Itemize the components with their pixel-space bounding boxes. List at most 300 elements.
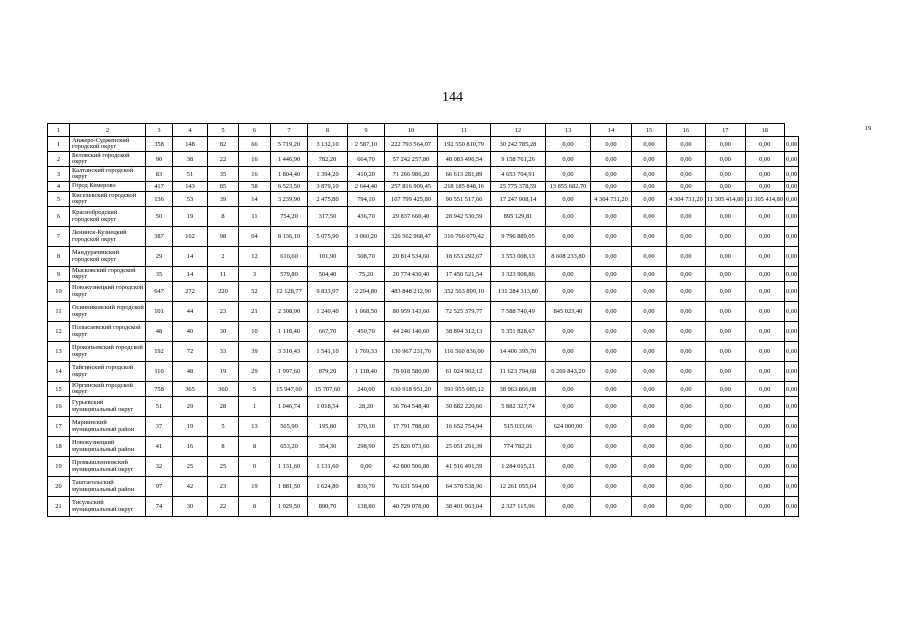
value-cell: 0,00 <box>546 267 591 282</box>
value-cell: 1 131,60 <box>271 457 308 477</box>
value-cell: 1 881,50 <box>271 477 308 497</box>
value-cell: 0,00 <box>785 267 799 282</box>
value-cell: 14 406 395,70 <box>491 342 546 362</box>
value-cell: 0,00 <box>745 207 785 227</box>
header-cell-19: 19 <box>864 125 872 132</box>
value-cell: 0,00 <box>785 497 799 517</box>
value-cell: 0,00 <box>632 382 667 397</box>
value-cell: 48 <box>173 362 208 382</box>
value-cell: 11 305 414,80 <box>706 192 746 207</box>
value-cell: 0,00 <box>546 477 591 497</box>
row-number-cell: 1 <box>48 137 70 152</box>
value-cell: 30 882 220,66 <box>438 397 491 417</box>
value-cell: 0,00 <box>667 362 706 382</box>
value-cell: 28,20 <box>348 397 385 417</box>
value-cell: 0,00 <box>546 152 591 167</box>
value-cell: 28 942 530,59 <box>438 207 491 227</box>
value-cell: 0,00 <box>785 322 799 342</box>
value-cell: 148 <box>173 137 208 152</box>
value-cell: 0,00 <box>745 322 785 342</box>
value-cell: 0,00 <box>745 457 785 477</box>
value-cell: 39 <box>239 342 271 362</box>
value-cell: 9 796 889,05 <box>491 227 546 247</box>
municipality-name-cell: Мысковский городской округ <box>70 267 146 282</box>
value-cell: 222 793 564,07 <box>385 137 438 152</box>
value-cell: 0,00 <box>786 183 798 190</box>
value-cell: 0,00 <box>785 207 799 227</box>
value-cell: 5 <box>239 382 271 397</box>
value-cell: 316 766 079,42 <box>438 227 491 247</box>
value-cell: 20 774 430,40 <box>385 267 438 282</box>
row-number-cell: 10 <box>48 282 70 302</box>
value-cell: 0,00 <box>591 167 632 182</box>
value-cell: 30 242 785,28 <box>491 137 546 152</box>
value-cell: 19 <box>208 362 239 382</box>
header-cell: 11 <box>438 124 491 137</box>
value-cell: 1 118,40 <box>348 362 385 382</box>
value-cell: 131 284 313,80 <box>491 282 546 302</box>
value-cell: 130 967 231,70 <box>385 342 438 362</box>
header-cell: 4 <box>173 124 208 137</box>
value-cell: 57 242 257,80 <box>385 152 438 167</box>
value-cell: 3 132,10 <box>308 137 348 152</box>
value-cell: 0,00 <box>591 282 632 302</box>
value-cell: 5 882 327,74 <box>491 397 546 417</box>
value-cell: 51 <box>173 167 208 182</box>
value-cell: 0,00 <box>591 227 632 247</box>
row-number-cell: 4 <box>48 182 70 192</box>
value-cell: 653,20 <box>271 437 308 457</box>
municipality-name-cell: Тисульский муниципальный округ <box>70 497 146 517</box>
row-number-cell: 21 <box>48 497 70 517</box>
value-cell: 76 631 594,00 <box>385 477 438 497</box>
value-cell: 8 <box>208 207 239 227</box>
value-cell: 1 446,90 <box>271 152 308 167</box>
value-cell: 3 310,43 <box>271 342 308 362</box>
value-cell: 0,00 <box>785 167 799 182</box>
value-cell: 0,00 <box>591 457 632 477</box>
value-cell: 28 <box>208 397 239 417</box>
value-cell: 664,70 <box>348 152 385 167</box>
value-cell: 2 308,90 <box>271 302 308 322</box>
value-cell: 0,00 <box>632 192 667 207</box>
table-row <box>48 362 799 382</box>
value-cell: 3 <box>239 267 271 282</box>
value-cell: 1 046,74 <box>271 397 308 417</box>
value-cell: 0,00 <box>632 397 667 417</box>
header-cell: 2 <box>70 124 146 137</box>
value-cell: 11 <box>239 207 271 227</box>
header-cell: 1 <box>48 124 70 137</box>
value-cell: 3 879,10 <box>308 182 348 192</box>
table-row <box>48 417 799 437</box>
row-number-cell: 14 <box>48 362 70 382</box>
value-cell: 37 <box>146 417 173 437</box>
value-cell: 0,00 <box>591 302 632 322</box>
value-cell: 0,00 <box>632 182 667 192</box>
value-cell: 387 <box>146 227 173 247</box>
value-cell: 138,80 <box>348 497 385 517</box>
row-number-cell: 19 <box>48 457 70 477</box>
municipality-name-cell: Беловский городской округ <box>70 152 146 167</box>
header-cell: 9 <box>348 124 385 137</box>
value-cell: 610,60 <box>271 247 308 267</box>
value-cell: 0,00 <box>591 382 632 397</box>
value-cell: 1 <box>239 397 271 417</box>
value-cell: 436,70 <box>348 207 385 227</box>
value-cell: 0,00 <box>785 227 799 247</box>
table-row <box>48 227 799 247</box>
value-cell: 61 024 962,12 <box>438 362 491 382</box>
row-number-cell: 16 <box>48 397 70 417</box>
value-cell: 25 051 291,39 <box>438 437 491 457</box>
value-cell: 66 613 281,89 <box>438 167 491 182</box>
value-cell: 0,00 <box>546 192 591 207</box>
value-cell: 0,00 <box>706 137 746 152</box>
value-cell: 0,00 <box>745 227 785 247</box>
header-cell: 13 <box>546 124 591 137</box>
value-cell: 5 351 828,67 <box>491 322 546 342</box>
value-cell: 78 918 580,00 <box>385 362 438 382</box>
value-cell: 0,00 <box>785 382 799 397</box>
row-number-cell: 3 <box>48 167 70 182</box>
value-cell: 2 294,80 <box>348 282 385 302</box>
value-cell: 3 060,20 <box>348 227 385 247</box>
value-cell: 647 <box>146 282 173 302</box>
value-cell: 0,00 <box>591 137 632 152</box>
value-cell: 591 955 085,12 <box>438 382 491 397</box>
value-cell: 0,00 <box>706 182 746 192</box>
value-cell: 2 327 115,96 <box>491 497 546 517</box>
value-cell: 51 <box>146 397 173 417</box>
value-cell: 0,00 <box>785 397 799 417</box>
table-row <box>48 477 799 497</box>
value-cell: 64 <box>239 227 271 247</box>
value-cell: 4 653 704,91 <box>491 167 546 182</box>
value-cell: 240,00 <box>348 382 385 397</box>
value-cell: 0,00 <box>785 247 799 267</box>
value-cell: 0,00 <box>667 247 706 267</box>
row-number-cell: 6 <box>48 207 70 227</box>
municipality-name-cell: Юргинский городской округ <box>70 382 146 397</box>
value-cell: 10 <box>239 322 271 342</box>
municipality-name-cell: Гурьевский муниципальный округ <box>70 397 146 417</box>
value-cell: 565,90 <box>271 417 308 437</box>
municipality-name-cell: Ленинск-Кузнецкий городской округ <box>70 227 146 247</box>
table-row <box>48 497 799 517</box>
value-cell: 8 <box>208 437 239 457</box>
row-number-cell: 7 <box>48 227 70 247</box>
value-cell: 0,00 <box>632 362 667 382</box>
value-cell: 879,20 <box>308 362 348 382</box>
value-cell: 41 516 491,59 <box>438 457 491 477</box>
value-cell: 0,00 <box>745 282 785 302</box>
value-cell: 0,00 <box>667 322 706 342</box>
value-cell: 4 304 731,20 <box>591 192 632 207</box>
value-cell: 0,00 <box>546 322 591 342</box>
value-cell: 1 118,40 <box>271 322 308 342</box>
value-cell: 12 261 055,04 <box>491 477 546 497</box>
header-cell: 15 <box>632 124 667 137</box>
value-cell: 29 <box>146 247 173 267</box>
value-cell: 0,00 <box>785 362 799 382</box>
value-cell: 0,00 <box>632 322 667 342</box>
value-cell: 136 <box>146 192 173 207</box>
value-cell: 0,00 <box>667 207 706 227</box>
value-cell: 0,00 <box>546 282 591 302</box>
value-cell: 17 247 908,14 <box>491 192 546 207</box>
value-cell: 0,00 <box>667 417 706 437</box>
value-cell: 895 129,81 <box>491 207 546 227</box>
value-cell: 74 <box>146 497 173 517</box>
value-cell: 0,00 <box>745 302 785 322</box>
value-cell: 758 <box>146 382 173 397</box>
value-cell: 25 775 378,59 <box>491 182 546 192</box>
municipality-name-cell: Краснобродский городской округ <box>70 207 146 227</box>
value-cell: 0,00 <box>632 227 667 247</box>
value-cell: 0,00 <box>591 207 632 227</box>
value-cell: 0,00 <box>591 362 632 382</box>
value-cell: 75,20 <box>348 267 385 282</box>
value-cell: 0,00 <box>745 362 785 382</box>
value-cell: 370,10 <box>348 417 385 437</box>
municipality-name-cell: Полысаевский городской округ <box>70 322 146 342</box>
row-number-cell: 17 <box>48 417 70 437</box>
header-cell: 8 <box>308 124 348 137</box>
header-cell: 17 <box>706 124 746 137</box>
value-cell: 0,00 <box>632 282 667 302</box>
value-cell: 11 623 794,68 <box>491 362 546 382</box>
value-cell: 0,00 <box>546 167 591 182</box>
value-cell: 48 <box>146 322 173 342</box>
municipality-name-cell: Промышленновский муниципальный округ <box>70 457 146 477</box>
value-cell: 218 185 848,16 <box>438 182 491 192</box>
value-cell: 25 <box>208 457 239 477</box>
value-cell: 0,00 <box>706 152 746 167</box>
value-cell: 192 550 810,79 <box>438 137 491 152</box>
value-cell: 0,00 <box>591 267 632 282</box>
value-cell: 0,00 <box>546 207 591 227</box>
municipality-name-cell: Новокузнецкий городской округ <box>70 282 146 302</box>
value-cell: 0,00 <box>591 437 632 457</box>
value-cell: 410,20 <box>348 167 385 182</box>
value-cell: 0,00 <box>745 137 785 152</box>
value-cell: 0,00 <box>785 192 799 207</box>
value-cell: 0,00 <box>785 342 799 362</box>
value-cell: 317,50 <box>308 207 348 227</box>
value-cell: 0,00 <box>745 437 785 457</box>
value-cell: 0,00 <box>745 247 785 267</box>
value-cell: 0,00 <box>591 477 632 497</box>
value-cell: 6 269 843,20 <box>546 362 591 382</box>
value-cell: 98 <box>208 227 239 247</box>
row-number-cell: 15 <box>48 382 70 397</box>
value-cell: 16 652 754,94 <box>438 417 491 437</box>
value-cell: 14 <box>173 247 208 267</box>
value-cell: 0,00 <box>591 152 632 167</box>
value-cell: 0,00 <box>591 247 632 267</box>
value-cell: 16 <box>173 437 208 457</box>
value-cell: 1 997,60 <box>271 362 308 382</box>
value-cell: 0,00 <box>745 477 785 497</box>
value-cell: 72 525 379,77 <box>438 302 491 322</box>
table-row <box>48 267 799 282</box>
value-cell: 30 <box>173 497 208 517</box>
value-cell: 0,00 <box>632 457 667 477</box>
value-cell: 0,00 <box>591 322 632 342</box>
value-cell: 14 <box>173 267 208 282</box>
data-table <box>47 123 799 517</box>
value-cell: 0,00 <box>632 152 667 167</box>
value-cell: 90 551 517,66 <box>438 192 491 207</box>
value-cell: 1 541,10 <box>308 342 348 362</box>
value-cell: 64 370 538,96 <box>438 477 491 497</box>
value-cell: 38 894 312,13 <box>438 322 491 342</box>
header-cell: 14 <box>591 124 632 137</box>
value-cell: 0,00 <box>667 342 706 362</box>
value-cell: 0,00 <box>632 207 667 227</box>
value-cell: 101 <box>146 302 173 322</box>
value-cell: 0,00 <box>632 137 667 152</box>
value-cell: 19 <box>173 207 208 227</box>
header-cell: 16 <box>667 124 706 137</box>
value-cell: 1 018,54 <box>308 397 348 417</box>
value-cell: 1 068,50 <box>348 302 385 322</box>
value-cell: 1 284 015,21 <box>491 457 546 477</box>
value-cell: 754,20 <box>271 207 308 227</box>
value-cell: 16 <box>239 152 271 167</box>
header-cell: 18 <box>745 124 785 137</box>
row-number-cell: 9 <box>48 267 70 282</box>
table-row <box>48 437 799 457</box>
value-cell: 0,00 <box>632 267 667 282</box>
value-cell: 354,30 <box>308 437 348 457</box>
value-cell: 7 588 740,49 <box>491 302 546 322</box>
value-cell: 58 <box>239 182 271 192</box>
value-cell: 1 804,40 <box>271 167 308 182</box>
value-cell: 508,70 <box>348 247 385 267</box>
value-cell: 0,00 <box>785 417 799 437</box>
value-cell: 107 799 425,80 <box>385 192 438 207</box>
table-row <box>48 302 799 322</box>
value-cell: 0,00 <box>785 302 799 322</box>
value-cell: 0,00 <box>745 152 785 167</box>
value-cell: 80 959 143,60 <box>385 302 438 322</box>
value-cell: 0,00 <box>785 457 799 477</box>
table-row <box>48 457 799 477</box>
value-cell: 0,00 <box>706 322 746 342</box>
value-cell: 162 <box>173 227 208 247</box>
row-number-cell: 5 <box>48 192 70 207</box>
value-cell: 143 <box>173 182 208 192</box>
table-row <box>48 182 799 192</box>
value-cell: 1 029,50 <box>271 497 308 517</box>
value-cell: 0,00 <box>745 182 785 192</box>
value-cell: 116 560 836,00 <box>438 342 491 362</box>
value-cell: 220 <box>208 282 239 302</box>
value-cell: 0,00 <box>632 247 667 267</box>
value-cell: 0,00 <box>667 497 706 517</box>
value-cell: 0,00 <box>706 457 746 477</box>
municipality-name-cell: Прокопьевский городской округ <box>70 342 146 362</box>
value-cell: 0,00 <box>745 267 785 282</box>
header-row <box>48 124 799 137</box>
value-cell: 839,70 <box>348 477 385 497</box>
row-number-cell: 12 <box>48 322 70 342</box>
value-cell: 97 <box>146 477 173 497</box>
value-cell: 0,00 <box>632 437 667 457</box>
value-cell: 0,00 <box>632 417 667 437</box>
value-cell: 42 <box>173 477 208 497</box>
value-cell: 1 624,80 <box>308 477 348 497</box>
value-cell: 36 764 548,40 <box>385 397 438 417</box>
value-cell: 30 <box>208 322 239 342</box>
value-cell: 8 136,10 <box>271 227 308 247</box>
municipality-name-cell: Город Кемерово <box>70 182 146 192</box>
value-cell: 0,00 <box>706 397 746 417</box>
value-cell: 12 128,77 <box>271 282 308 302</box>
value-cell: 6 523,50 <box>271 182 308 192</box>
value-cell: 72 <box>173 342 208 362</box>
value-cell: 579,80 <box>271 267 308 282</box>
municipality-name-cell: Новокузнецкий муниципальный район <box>70 437 146 457</box>
value-cell: 504,40 <box>308 267 348 282</box>
header-cell: 5 <box>208 124 239 137</box>
value-cell: 0,00 <box>706 302 746 322</box>
value-cell: 365 <box>173 382 208 397</box>
value-cell: 0,00 <box>546 497 591 517</box>
value-cell: 17 791 788,60 <box>385 417 438 437</box>
value-cell: 0,00 <box>546 457 591 477</box>
value-cell: 782,20 <box>308 152 348 167</box>
header-cell: 7 <box>271 124 308 137</box>
value-cell: 0,00 <box>667 227 706 247</box>
municipality-name-cell: Киселевский городской округ <box>70 192 146 207</box>
value-cell: 2 644,40 <box>348 182 385 192</box>
table-row <box>48 152 799 167</box>
value-cell: 1 131,60 <box>308 457 348 477</box>
value-cell: 195,80 <box>308 417 348 437</box>
value-cell: 257 816 909,45 <box>385 182 438 192</box>
value-cell: 2 587,10 <box>348 137 385 152</box>
value-cell: 0,00 <box>706 497 746 517</box>
value-cell: 0,00 <box>667 182 706 192</box>
value-cell: 0,00 <box>591 182 632 192</box>
value-cell: 33 <box>208 342 239 362</box>
value-cell: 0,00 <box>667 457 706 477</box>
value-cell: 18 653 292,67 <box>438 247 491 267</box>
value-cell: 0,00 <box>667 302 706 322</box>
value-cell: 38 963 866,08 <box>491 382 546 397</box>
value-cell: 39 <box>208 192 239 207</box>
value-cell: 0,00 <box>745 342 785 362</box>
value-cell: 32 <box>146 457 173 477</box>
value-cell: 0,00 <box>546 227 591 247</box>
value-cell: 23 <box>208 477 239 497</box>
row-number-cell: 18 <box>48 437 70 457</box>
value-cell: 3 553 008,13 <box>491 247 546 267</box>
value-cell: 0,00 <box>632 477 667 497</box>
value-cell: 845 023,40 <box>546 302 591 322</box>
value-cell: 11 <box>208 267 239 282</box>
row-number-cell: 20 <box>48 477 70 497</box>
value-cell: 3 239,90 <box>271 192 308 207</box>
row-number-cell: 8 <box>48 247 70 267</box>
value-cell: 5 <box>208 417 239 437</box>
value-cell: 0 <box>239 457 271 477</box>
value-cell: 29 <box>239 362 271 382</box>
value-cell: 0,00 <box>706 247 746 267</box>
